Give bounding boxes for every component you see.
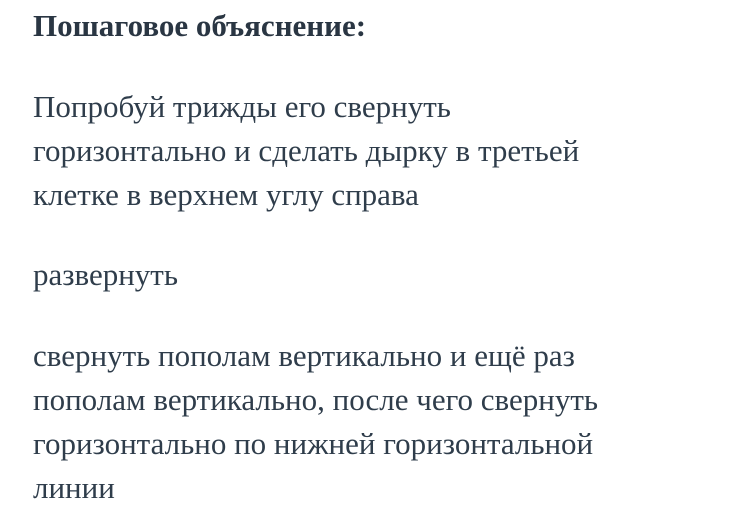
- paragraph-line: горизонтально и сделать дырку в третьей: [33, 133, 580, 168]
- step-paragraph-unfold: [33, 253, 713, 297]
- paragraph-line: линии: [33, 470, 115, 505]
- step-paragraph-fold: [33, 85, 713, 217]
- paragraph-line: пополам вертикально, после чего свернуть: [33, 382, 599, 417]
- paragraph-line: Попробуй трижды его свернуть: [33, 89, 451, 124]
- paragraph-line: развернуть: [33, 257, 178, 292]
- step-paragraph-refold: [33, 334, 723, 510]
- paragraph-line: клетке в верхнем углу справа: [33, 177, 419, 212]
- paragraph-line: горизонтально по нижней горизонтальной: [33, 426, 594, 461]
- explanation-heading: Пошаговое объяснение:: [33, 8, 367, 43]
- paragraph-line: свернуть пополам вертикально и ещё раз: [33, 338, 575, 373]
